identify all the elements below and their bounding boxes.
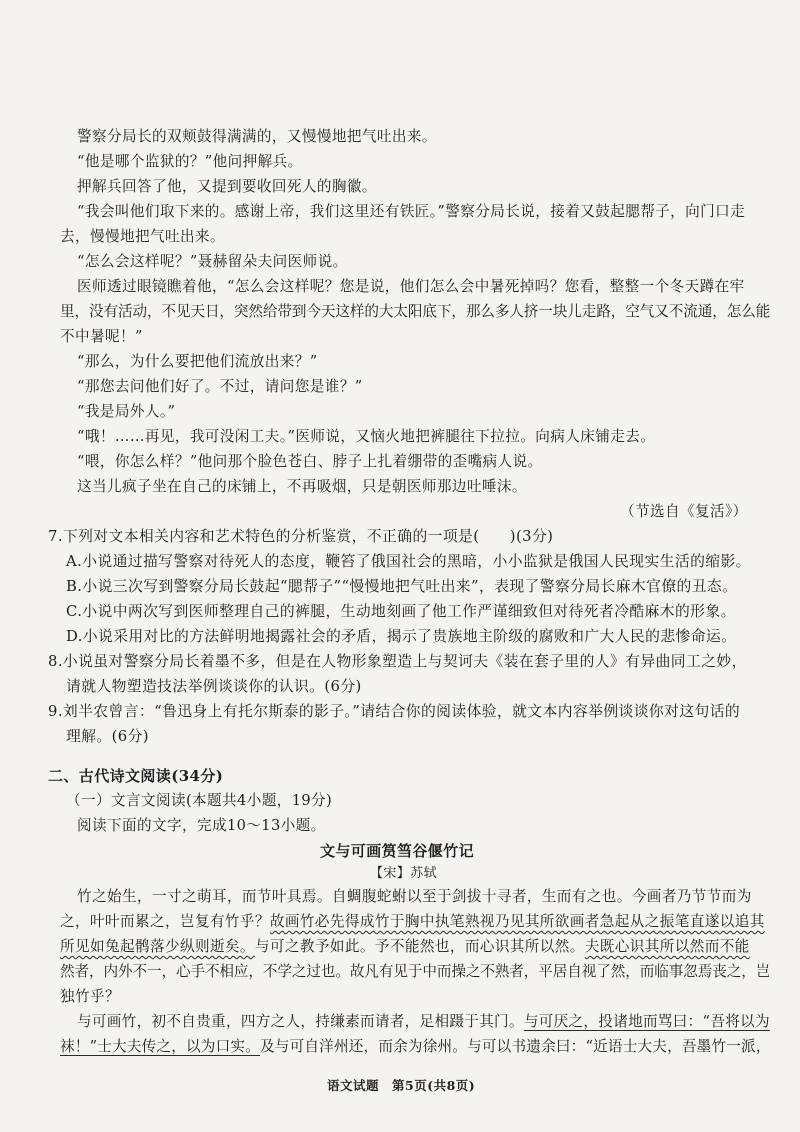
story-paragraph: “他是哪个监狱的？”他问押解兵。: [77, 153, 303, 170]
question-8-line: 8.小说虽对警察分局长着墨不多，但是在人物形象塑造上与契诃夫《装在套子里的人》有异曲同工之妙，: [48, 653, 747, 670]
section-heading: 二、古代诗文阅读(34分): [48, 767, 224, 785]
story-paragraph: “我会叫他们取下来的。感谢上帝，我们这里还有铁匠。”警察分局长说，接着又鼓起腮帮子，向门口走: [77, 203, 746, 220]
passage-line: 竹之始生，一寸之萌耳，而节叶具焉。自蜩腹蛇蚹以至于剑拔十寻者，生而有之也。今画者乃节节而为: [77, 888, 752, 905]
passage-line: [60, 912, 765, 932]
question-9-line: 理解。(6分): [66, 728, 149, 745]
question-7-stem: 7.下列对文本相关内容和艺术特色的分析鉴赏，不正确的一项是( )(3分): [48, 528, 554, 545]
passage-text: 与可之教予如此。予不能然也，而心识其所以然。: [254, 938, 585, 955]
story-paragraph: “怎么会这样呢？”聂赫留朵夫问医师说。: [77, 253, 348, 270]
question-7-option-c: C.小说中两次写到医师整理自己的裤腿，生动地刻画了他工作严谨细致但对待死者冷酷麻木的形象。: [66, 603, 736, 620]
passage-author: 【宋】苏轼: [370, 866, 438, 881]
wavy-underlined-text: 夫既心识其所以然而不能: [584, 938, 750, 955]
question-7-option-b: B.小说三次写到警察分局长鼓起“腮帮子”“慢慢地把气吐出来”，表现了警察分局长麻木官僚的丑态。: [66, 578, 738, 595]
story-paragraph: 警察分局长的双颊鼓得满满的，又慢慢地把气吐出来。: [77, 128, 437, 145]
underlined-text: 袜！”士大夫传之，以为口实。: [60, 1038, 260, 1055]
story-paragraph: “我是局外人。”: [77, 403, 176, 420]
story-paragraph-cont: 不中暑呢！”: [60, 328, 143, 345]
story-paragraph-cont: 里，没有活动，不见天日，突然给带到今天这样的大太阳底下，那么多人挤一块儿走路，空气又不流通，怎么能: [60, 303, 771, 320]
wavy-underlined-text: 所见如兔起鹘落少纵则逝矣。: [60, 938, 255, 955]
page-footer: 语文试题 第5页(共8页): [327, 1078, 476, 1093]
story-paragraph: “那您去问他们好了。不过，请问您是谁？”: [77, 378, 363, 395]
passage-text: 及与可自洋州还，而余为徐州。与可以书遗余曰：“近语士大夫，吾墨竹一派，: [259, 1038, 771, 1055]
story-paragraph: 这当儿疯子坐在自己的床铺上，不再吸烟，只是朝医师那边吐唾沫。: [77, 478, 527, 495]
story-paragraph: 押解兵回答了他，又提到要收回死人的胸徽。: [77, 178, 377, 195]
passage-text: 之，叶叶而累之，岂复有竹乎？: [60, 913, 270, 930]
question-7-option-a: A.小说通过描写警察对待死人的态度，鞭笞了俄国社会的黑暗，小小监狱是俄国人民现实生活的缩影。: [66, 553, 751, 570]
story-source: （节选自《复活》）: [620, 503, 748, 520]
story-paragraph: “那么，为什么要把他们流放出来？”: [77, 353, 318, 370]
passage-line: [60, 937, 750, 957]
story-paragraph: “哦！……再见，我可没闲工夫。”医师说，又恼火地把裤腿往下拉拉。向病人床铺走去。: [77, 428, 656, 445]
story-paragraph: “喂，你怎么样？”他问那个脸色苍白、脖子上扎着绷带的歪嘴病人说。: [77, 453, 543, 470]
question-9-line: 9.刘半农曾言：“鲁迅身上有托尔斯泰的影子。”请结合你的阅读体验，就文本内容举例谈谈你对这句话的: [48, 703, 741, 720]
question-7-option-d: D.小说采用对比的方法鲜明地揭露社会的矛盾，揭示了贵族地主阶级的腐败和广大人民的悲惨命运。: [66, 628, 737, 645]
passage-title: 文与可画筼筜谷偃竹记: [320, 842, 475, 860]
passage-line: [60, 1037, 771, 1057]
passage-text: 与可画竹，初不自贵重，四方之人，持缣素而请者，足相蹑于其门。: [77, 1013, 524, 1030]
passage-line: 然者，内外不一，心手不相应，不学之过也。故凡有见于中而操之不熟者，平居自视了然，而临事忽焉丧之，岂: [60, 963, 771, 980]
story-paragraph-cont: 去，慢慢地把气吐出来。: [60, 228, 225, 245]
story-paragraph: 医师透过眼镜瞧着他，“怎么会这样呢？您是说，他们怎么会中暑死掉吗？您看，整整一个冬天蹲在牢: [77, 278, 745, 295]
passage-line: 独竹乎？: [60, 988, 120, 1005]
subsection-heading: （一）文言文阅读(本题共4小题，19分): [66, 792, 333, 809]
reading-instruction: 阅读下面的文字，完成10～13小题。: [77, 817, 326, 834]
wavy-underlined-text: 故画竹必先得成竹于胸中执笔熟视乃见其所欲画者急起从之振笔直遂以追其: [269, 913, 765, 930]
passage-line: [77, 1012, 770, 1032]
underlined-text: 与可厌之，投诸地而骂曰：“吾将以为: [523, 1013, 770, 1030]
question-8-line: 请就人物塑造技法举例谈谈你的认识。(6分): [66, 678, 362, 695]
